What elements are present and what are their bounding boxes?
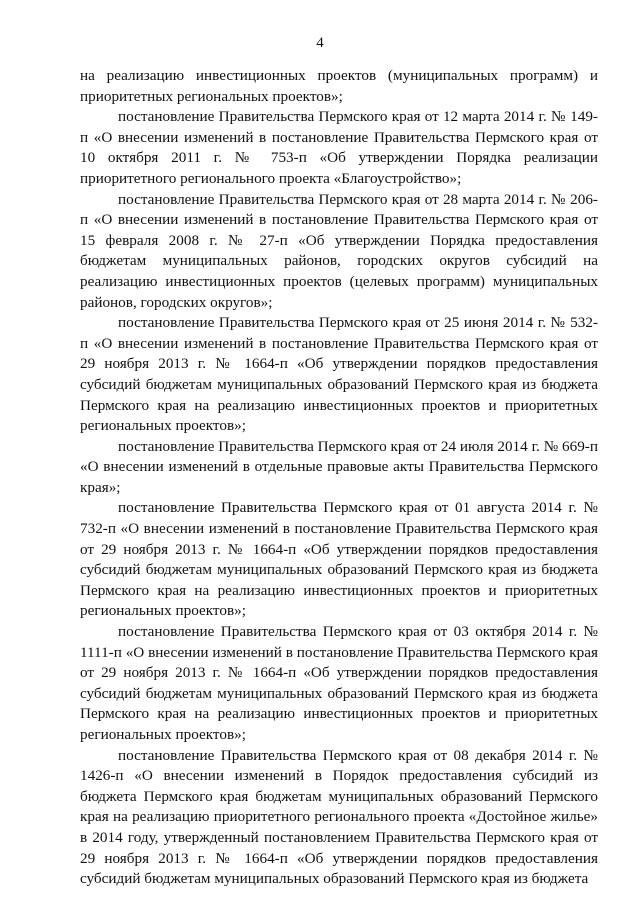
paragraph: постановление Правительства Пермского края от 03 октября 2014 г. № 1111-п «О внесении изменений в постановление Правительства Пермского края от 29 ноября 2013 г. № 1664-п «Об утверждении порядков предоставления субсидий бюджетам муниципальных образований Пермского края из бюджета Пермского края на реализацию инвестиционных проектов и приоритетных региональных проектов»; xyxy=(80,623,598,743)
paragraph: постановление Правительства Пермского края от 12 марта 2014 г. № 149-п «О внесении изменений в постановление Правительства Пермского края от 10 октября 2011 г. № 753-п «Об утверждении Порядка реализации приоритетного регионального проекта «Благоустройство»; xyxy=(80,108,598,187)
paragraph: постановление Правительства Пермского края от 24 июля 2014 г. № 669-п «О внесении изменений в отдельные правовые акты Правительства Пермского края»; xyxy=(80,437,598,496)
paragraph: постановление Правительства Пермского края от 01 августа 2014 г. № 732-п «О внесении изменений в постановление Правительства Пермского края от 29 ноября 2013 г. № 1664-п «Об утверждении порядков предоставления субсидий бюджетам муниципальных образований Пермского края из бюджета Пермского края на реализацию инвестиционных проектов и приоритетных региональных проектов»; xyxy=(80,499,598,620)
paragraph: на реализацию инвестиционных проектов (муниципальных программ) и приоритетных региональных проектов»; xyxy=(80,67,598,105)
paragraph: постановление Правительства Пермского края от 25 июня 2014 г. № 532-п «О внесении изменений в постановление Правительства Пермского края от 29 ноября 2013 г. № 1664-п «Об утверждении порядков предоставления субсидий бюджетам муниципальных образований Пермского края из бюджета Пермского края на реализацию инвестиционных проектов и приоритетных региональных проектов»; xyxy=(80,314,598,435)
paragraph: постановление Правительства Пермского края от 28 марта 2014 г. № 206-п «О внесении изменений в постановление Правительства Пермского края от 15 февраля 2008 г. № 27-п «Об утверждении Порядка предоставления бюджетам муниципальных районов, городских округов субсидий на реализацию инвестиционных проектов (целевых программ) муниципальных районов, городских округов»; xyxy=(80,190,598,311)
paragraph: постановление Правительства Пермского края от 08 декабря 2014 г. № 1426-п «О внесении изменений в Порядок предоставления субсидий из бюджета Пермского края бюджетам муниципальных образований Пермского края на реализацию приоритетного регионального проекта «Достойное жилье» в 2014 году, утвержденный постановлением Правительства Пермского края от 29 ноября 2013 г. № 1664-п «Об утверждении порядков предоставления субсидий бюджетам муниципальных образований Пермского края из бюджета xyxy=(80,746,598,888)
page-number: 4 xyxy=(316,35,324,51)
document-body xyxy=(80,66,598,890)
